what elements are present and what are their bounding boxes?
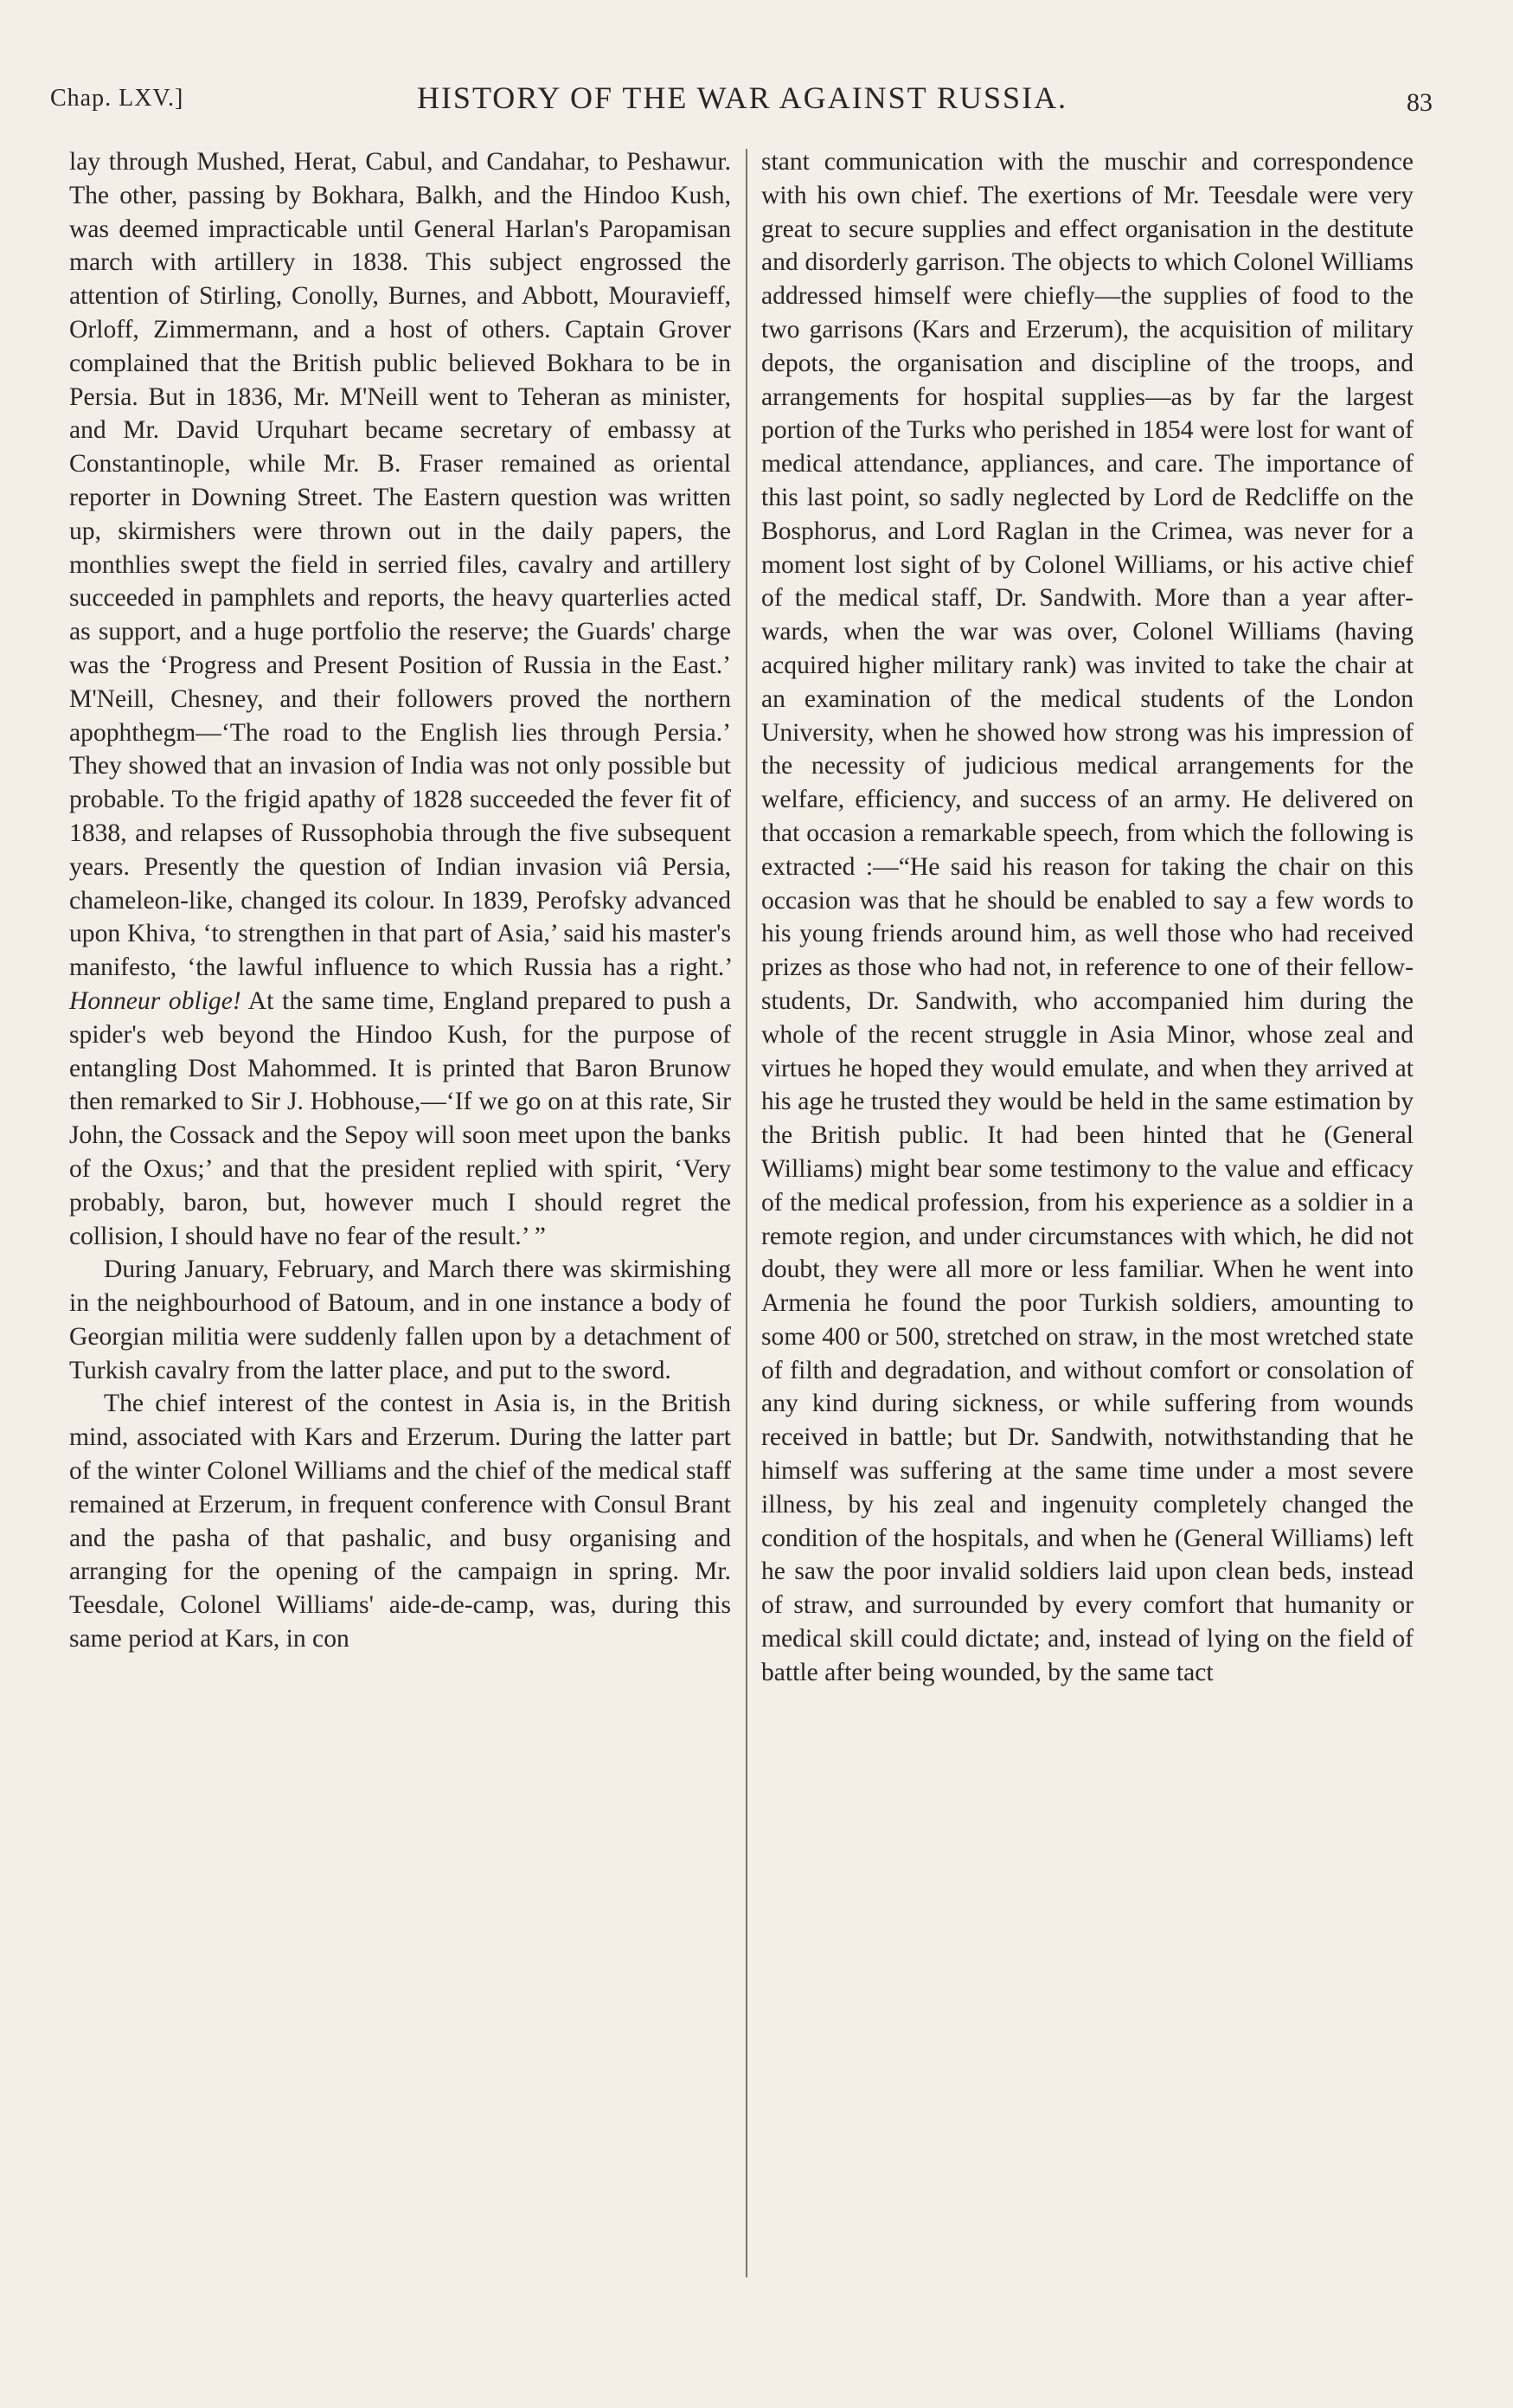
running-header [50, 80, 1433, 123]
paragraph: The chief interest of the contest in Asia is, in the British mind, associated with Kars and Erzerum. During the latter part of the winter Colonel Williams and the chief of the medical staff remained at Erzerum, in frequent conference with Consul Brant and the pasha of that pashalic, and busy organising and arranging for the opening of the campaign in spring. Mr. Teesdale, Colonel Williams' aide-de-camp, was, during this same period at Kars, in con [69, 1390, 731, 1653]
italic-phrase: Honneur oblige! [69, 986, 241, 1015]
paragraph: stant communication with the muschir and correspondence with his own chief. The exertions of Mr. Teesdale were very great to secure supplies and effect organisation in the destitute and disorderly garrison. The objects to which Colonel Williams addressed himself were chiefly—the supplies of food to the two garrisons (Kars and Erzerum), the acquisition of military depots, the organisation and discipline of the troops, and arrangements for hospital supplies—as by far the largest portion of the Turks who perished in 1854 were lost for want of medical attendance, appliances, and care. The importance of this last point, so sadly neglected by Lord de Redcliffe on the Bosphorus, and Lord Raglan in the Crimea, was never for a moment lost sight of by Colonel Williams, or his active chief of the medical staff, Dr. Sandwith. More than a year afterwards, when the war was over, Colonel Williams (having acquired higher military rank) was invited to take the chair at an examination of the medical students of the London University, when he showed how strong was his impression of the necessity of judicious medical arrangements for the welfare, efficiency, and success of an army. He delivered on that occasion a remarkable speech, from which the following is extracted :—“He said his reason for taking the chair on this occasion was that he should be enabled to say a few words to his young friends around him, as well those who had received prizes as those who had not, in reference to one of their fellow-students, Dr. Sandwith, who accompanied him during the whole of the recent struggle in Asia Minor, whose zeal and virtues he hoped they would emulate, and when they arrived at his age he trusted they would be held in the same estimation by the British public. It had been hinted that he (General Williams) might bear some testimony to the value and efficacy of the medical profession, from his experience as a soldier in a remote region, and under circumstances with which, he did not doubt, they were all more or less familiar. When he went into Armenia he found the poor Turkish soldiers, amounting to some 400 or 500, stretched on straw, in the most wretched state of filth and degradation, and without comfort or consolation of any kind during sickness, or while suffering from wounds received in battle; but Dr. Sandwith, notwithstanding that he himself was suffering at the same time under a most severe illness, by his zeal and ingenuity completely changed the condition of the hospitals, and when he (General Williams) left he saw the poor invalid soldiers laid upon clean beds, instead of straw, and surrounded by every comfort that humanity or medical skill could dictate; and, instead of lying on the field of battle after being wounded, by the same tact [761, 148, 1414, 1686]
paragraph: During January, February, and March there was skirmishing in the neighbourhood of Batoum, and in one instance a body of Georgian militia were suddenly fallen upon by a detachment of Turkish cavalry from the latter place, and put to the sword. [69, 1255, 731, 1384]
left-column [69, 145, 731, 1656]
paragraph-text: At the same time, England prepared to push a spider's web beyond the Hindoo Kush, for the purpose of entangling Dost Mahommed. It is printed that Baron Brunow then remarked to Sir J. Hobhouse,—‘If we go on at this rate, Sir John, the Cossack and the Sepoy will soon meet upon the banks of the Oxus;’ and that the president replied with spirit, ‘Very probably, baron, but, however much I should regret the collision, I should have no fear of the result.’ ” [69, 986, 732, 1250]
chapter-label: Chap. LXV.] [50, 85, 184, 112]
paragraph [69, 145, 731, 1253]
page-title: HISTORY OF THE WAR AGAINST RUSSIA. [416, 80, 1068, 115]
page-number: 83 [1407, 88, 1433, 117]
column-divider [746, 149, 747, 2277]
right-column [761, 145, 1414, 1690]
paragraph-text: lay through Mushed, Herat, Cabul, and Candahar, to Peshawur. The other, passing by Bokhara, Balkh, and the Hindoo Kush, was deemed impracticable until General Harlan's Paropamisan march with artillery in 1838. This subject engrossed the attention of Stirling, Conolly, Burnes, and Abbott, Mouravieff, Orloff, Zimmermann, and a host of others. Captain Grover complained that the British public believed Bokhara to be in Persia. But in 1836, Mr. M'Neill went to Teheran as minister, and Mr. David Urquhart became secretary of embassy at Constantinople, while Mr. B. Fraser remained as oriental reporter in Downing Street. The Eastern question was written up, skirmishers were thrown out in the daily papers, the monthlies swept the field in serried files, cavalry and artillery succeeded in pamphlets and reports, the heavy quarterlies acted as support, and a huge portfolio the reserve; the Guards' charge was the ‘Progress and Present Position of Russia in the East.’ M'Neill, Chesney, and their followers proved the northern apophthegm—‘The road to the English lies through Persia.’ They showed that an invasion of India was not only possible but probable. To the frigid apathy of 1828 succeeded the fever fit of 1838, and relapses of Russophobia through the five subsequent years. Presently the question of Indian invasion viâ Persia, chameleon-like, changed its colour. In 1839, Perofsky advanced upon Khiva, ‘to strengthen in that part of Asia,’ said his master's manifesto, ‘the lawful influence to which Russia has a right.’ [69, 148, 731, 982]
